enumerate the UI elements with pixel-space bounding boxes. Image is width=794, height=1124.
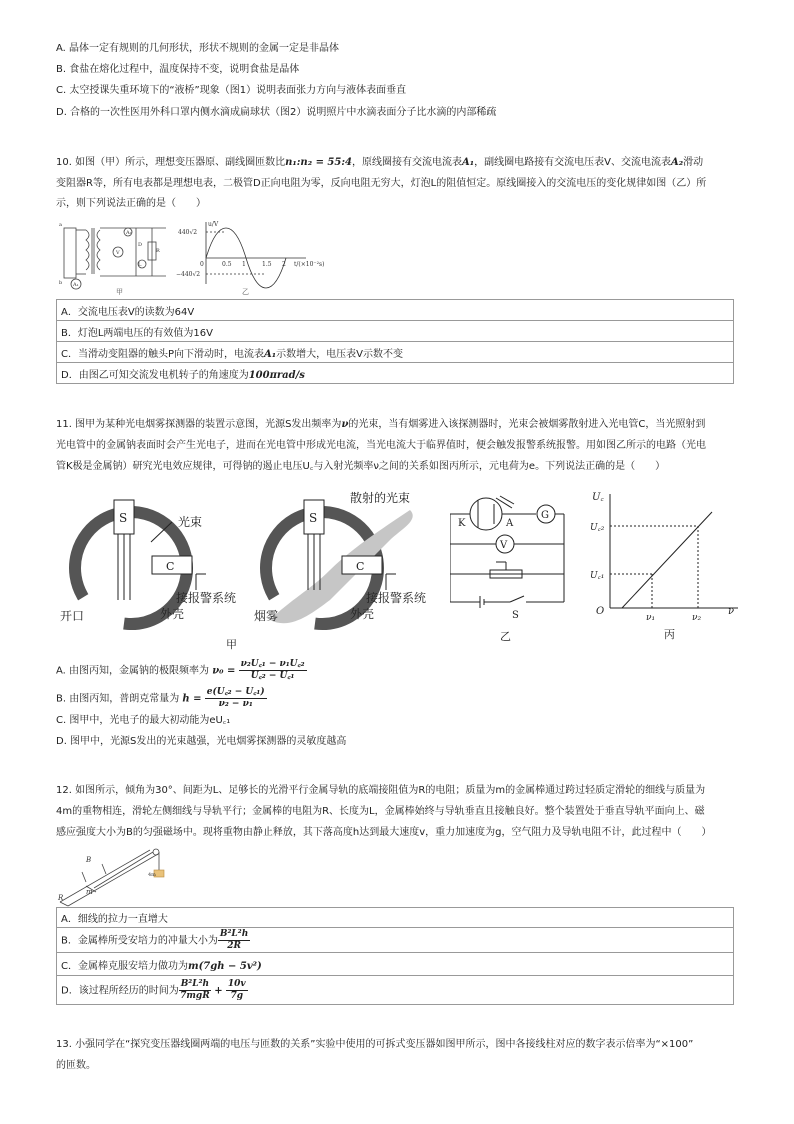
q11-fig-yi-label: 乙 [500, 630, 511, 643]
q11-stem-line3: 管K极是金属钠）研究光电效应规律，可得钠的遏止电压U꜀与入射光频率ν之间的关系如图丙所示，元电荷为e。下列说法正确的是（ ） [56, 461, 666, 472]
fig1-opening: 开口 [60, 609, 85, 623]
svg-text:A₁: A₁ [73, 282, 79, 288]
q12-options-table [56, 907, 734, 1005]
q12-fig-m: m [86, 888, 93, 896]
q11-stem-line1: 11. 图甲为某种光电烟雾探测器的装置示意图，光源S发出频率为ν的光束，当有烟雾进入该探测器时，光束会被烟雾散射进入光电管C，当光照射到 [56, 419, 706, 430]
graph-x: ν [728, 606, 735, 617]
q10-option-b: B．灯泡L两端电压的有效值为16V [57, 321, 734, 342]
q9-option-d: D. 合格的一次性医用外科口罩内侧水滴成扁球状（图2）说明照片中水滴表面分子比水滴的内部稀疏 [56, 107, 497, 118]
graph-o: O [596, 606, 605, 617]
q10-stem-line2: 变阻器R等，所有电表都是理想电表，二极管D正向电阻为零，反向电阻无穷大，灯泡L的阻值恒定。原线圈接入的交流电压的变化规律如图（乙）所 [56, 178, 707, 189]
svg-text:b: b [59, 280, 63, 286]
q11-option-d: D. 图甲中，光源S发出的光束越强，光电烟雾探测器的灵敏度越高 [56, 736, 347, 747]
q11-uc-nu-graph [588, 488, 748, 644]
circuit-g: G [541, 510, 549, 521]
svg-text:L: L [138, 262, 142, 268]
q10-fig-jia-label: 甲 [116, 288, 123, 296]
svg-text:A₂: A₂ [126, 230, 132, 236]
q12-fig-r: R [58, 894, 64, 902]
q11-fig-jia-label: 甲 [226, 638, 237, 651]
q10-option-a: A．交流电压表V的读数为64V [57, 300, 734, 321]
q11-stem-line2: 光电管中的金属钠表面时会产生光电子，进而在光电管中形成光电流，当光电流大于临界值时，便会触发报警系统报警。用如图乙所示的电路（光电 [56, 440, 706, 451]
q10-option-d: D．由图乙可知交流发电机转子的角速度为100πrad/s [57, 363, 734, 384]
tick-2: 2 [282, 261, 286, 268]
q9-option-c: C. 太空授课失重环境下的“液桥”现象（图1）说明表面张力方向与液体表面垂直 [56, 85, 407, 96]
svg-text:V: V [116, 250, 120, 256]
graph-v2: ν₂ [692, 613, 702, 623]
fig1-beam: 光束 [178, 515, 203, 529]
q12-fig-mass: 4m [148, 872, 156, 878]
graph-top: 440√2 [178, 229, 198, 236]
graph-uc2: U꜀₂ [590, 523, 605, 533]
circuit-v: V [500, 540, 508, 551]
q12-option-d: D．该过程所经历的时间为 $\frac{\text{B²L²h}}{\text{7mgR}}$ + $\frac{10v}{7g}$ [57, 976, 734, 1005]
q11-option-c: C. 图甲中，光电子的最大初动能为eU꜀₁ [56, 715, 231, 726]
graph-bottom: −440√2 [176, 271, 201, 278]
fig2-alarm: 接报警系统 [366, 591, 427, 605]
q12-stem-line2: 4m的重物相连，滑轮左侧细线与导轨平行；金属棒的电阻为R、长度为L，金属棒始终与导轨垂直且接触良好。整个装置处于垂直导轨平面向上、磁 [56, 806, 705, 817]
q10-circuit-figure [56, 218, 176, 296]
q10-fig-yi-label: 乙 [242, 288, 249, 296]
graph-y: U꜀ [592, 492, 604, 503]
tick-1: 1 [242, 261, 246, 268]
q11-detector-figure-1 [56, 490, 246, 640]
q12-option-c: C．金属棒克服安培力做功为m(7gh − 5v²) [57, 953, 734, 976]
q12-fig-b: B [86, 856, 92, 864]
fig1-alarm: 接报警系统 [176, 591, 237, 605]
svg-text:D: D [138, 242, 143, 248]
q9-option-b: B. 食盐在熔化过程中，温度保持不变，说明食盐是晶体 [56, 64, 300, 75]
fig1-c: C [166, 560, 175, 573]
q9-option-a: A. 晶体一定有规则的几何形状，形状不规则的金属一定是非晶体 [56, 43, 340, 54]
circuit-k: K [458, 518, 466, 529]
q13-stem-line1: 13. 小强同学在“探究变压器线圈两端的电压与匝数的关系”实验中使用的可拆式变压器如图甲所示，图中各接线柱对应的数字表示倍率为“×100” [56, 1039, 694, 1050]
q11-option-b: B. 由图丙知，普朗克常量为 h = $\frac{\text{e(U꜀₂ − U꜀₁)}}{\text{ν₂ − ν₁}}$ [56, 687, 265, 709]
tick-0-5: 0.5 [222, 261, 232, 268]
q10-stem-line1: 10. 如图（甲）所示，理想变压器原、副线圈匝数比n₁:n₂ = 55:4，原线圈接有交流电流表A₁，副线圈电路接有交流电压表V、交流电流表A₂滑动 [56, 157, 704, 168]
fig2-smoke: 烟雾 [254, 609, 279, 623]
tick-0: 0 [200, 261, 204, 268]
circuit-s: S [512, 610, 519, 621]
q12-option-b: B．金属棒所受安培力的冲量大小为 $\frac{\text{B²L²h}}{2R}$ [57, 928, 734, 953]
q12-stem-line1: 12. 如图所示，倾角为30°、间距为L、足够长的光滑平行金属导轨的底端接阻值为R的电阻；质量为m的金属棒通过跨过轻质定滑轮的细线与质量为 [56, 785, 706, 796]
graph-x-label: t/(×10⁻²s) [294, 261, 325, 268]
svg-text:a: a [59, 222, 62, 228]
q12-option-a: A．细线的拉力一直增大 [57, 908, 734, 928]
fig1-s: S [119, 511, 128, 525]
q10-voltage-graph [176, 218, 346, 296]
fig2-scattered: 散射的光束 [350, 491, 411, 505]
graph-v1: ν₁ [646, 613, 656, 623]
fig2-shell: 外壳 [350, 607, 375, 621]
q11-detector-figure-2 [250, 490, 450, 640]
q12-incline-figure [56, 842, 166, 908]
graph-uc1: U꜀₁ [590, 571, 605, 581]
q11-photo-circuit [450, 494, 570, 644]
q11-fig-bing-label: 丙 [664, 628, 675, 641]
circuit-a: A [506, 518, 514, 529]
q10-options-table [56, 299, 734, 384]
graph-y-label: u/V [208, 221, 219, 228]
tick-1-5: 1.5 [262, 261, 272, 268]
q10-stem-line3: 示，则下列说法正确的是（ ） [56, 198, 206, 209]
fig1-shell: 外壳 [160, 607, 185, 621]
q12-stem-line3: 感应强度大小为B的匀强磁场中。现将重物由静止释放，其下落高度h达到最大速度v，重力加速度为g，空气阻力及导轨电阻不计，此过程中（ ） [56, 827, 712, 838]
fig2-s: S [309, 511, 318, 525]
q13-stem-line2: 的匝数。 [56, 1060, 96, 1071]
svg-text:R: R [156, 248, 160, 254]
q11-option-a: A. 由图丙知，金属钠的极限频率为 ν₀ = $\frac{\text{ν₂U꜀₁ − ν₁U꜀₂}}{\text{U꜀₂ − U꜀₁}}$ [56, 659, 305, 681]
q10-option-c: C．当滑动变阻器的触头P向下滑动时，电流表A₁示数增大，电压表V示数不变 [57, 342, 734, 363]
fig2-c: C [356, 560, 365, 573]
